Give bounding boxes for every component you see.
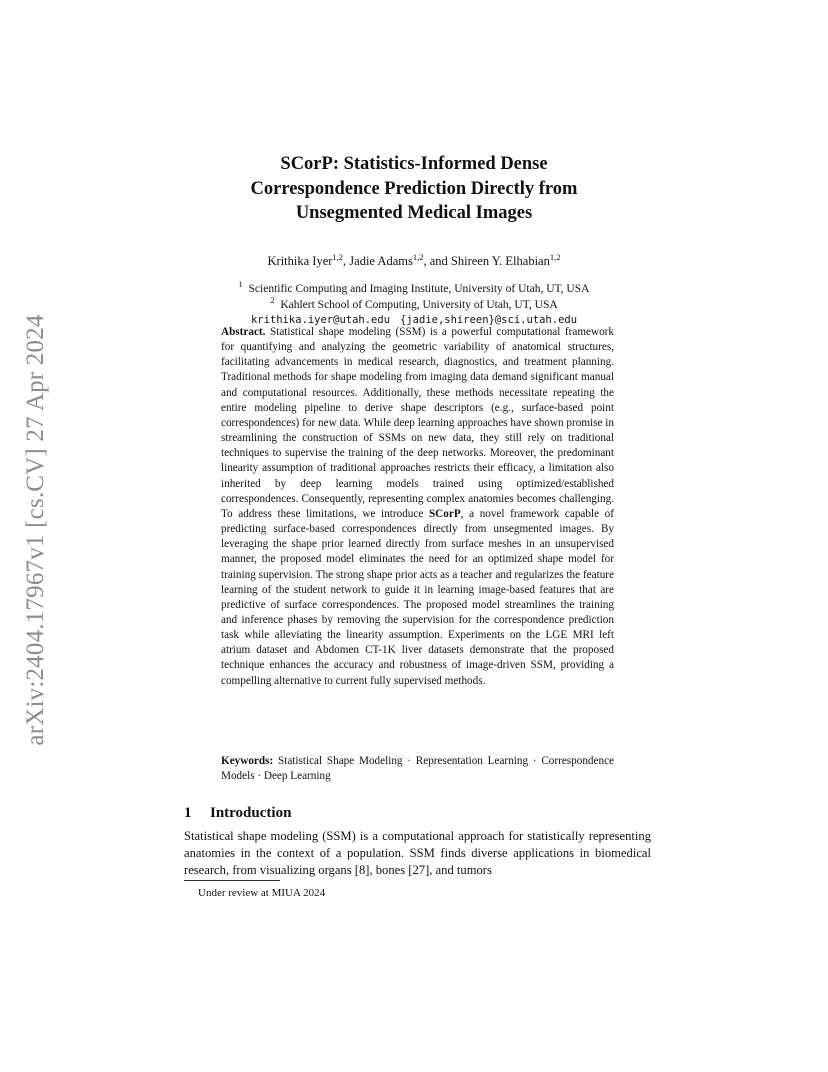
title-line-2: Correspondence Prediction Directly from	[250, 178, 578, 199]
title-line-3: Unsegmented Medical Images	[295, 203, 533, 223]
section-title: Introduction	[210, 805, 292, 821]
paper-title	[160, 152, 668, 226]
abstract	[221, 325, 614, 689]
affiliation-2	[160, 295, 668, 311]
abstract-text: Statistical shape modeling (SSM) is a powerful computational framework for quantifying and analyzing the geometric variability of anatomical structures, facilitating advancements in medical research, diagnostics, and treatment planning. Traditional methods for shape modeling from imaging data demand significant manual and computational resources. Additionally, these methods necessitate repeating the entire modeling pipeline to derive shape descriptors (e.g., surface-based point correspondences) for new data. While deep learning approaches have shown promise in streamlining the construction of SSMs on new data, they still rely on traditional techniques to supervise the training of the deep networks. Moreover, the predominant linearity assumption of traditional approaches restricts their efficacy, a limitation also inherited by deep learning models trained using optimized/established correspondences. Consequently, representing complex anatomies becomes challenging. To address these limitations, we introduce	[221, 326, 615, 520]
affiliation-text: Scientific Computing and Imaging Institute, University of Utah, UT, USA	[248, 283, 590, 295]
abstract-text: , a novel framework capable of predicting surface-based correspondences directly from unsegmented images. By leveraging the shape prior learned directly from surface meshes in an unsupervised manner, the proposed model eliminates the need for an optimized shape model for training supervision. The strong shape prior acts as a teacher and regularizes the feature learning of the student network to guide it in learning image-based features that are predictive of surface correspondences. The proposed model streamlines the training and inference phases by removing the supervision for the correspondence prediction task while alleviating the linearity assumption. Experiments on the LGE MRI left atrium dataset and Abdomen CT-1K liver datasets demonstrate that the proposed technique enhances the accuracy and robustness of image-driven SSM, providing a compelling alternative to current fully supervised methods.	[221, 507, 615, 687]
affiliation-text: Kahlert School of Computing, University of Utah, UT, USA	[280, 299, 558, 311]
email-link[interactable]: {jadie,shireen}@sci.utah.edu	[400, 314, 578, 326]
affiliation-marker: 1,2	[412, 251, 424, 262]
keywords-label: Keywords:	[221, 755, 274, 767]
method-name: SCorP	[428, 507, 461, 520]
section-number: 1	[184, 805, 192, 821]
affiliation-marker: 1	[238, 279, 243, 290]
email-link[interactable]: krithika.iyer@utah.edu	[250, 314, 391, 326]
author-name: Krithika Iyer	[267, 254, 333, 268]
affiliation-1	[160, 279, 668, 295]
author-name: Shireen Y. Elhabian	[450, 254, 550, 268]
section-heading	[184, 805, 291, 822]
abstract-label: Abstract.	[221, 326, 266, 338]
affiliation-marker: 1,2	[549, 251, 561, 262]
title-line-1: SCorP: Statistics-Informed Dense	[280, 154, 548, 174]
affiliation-marker: 1,2	[332, 251, 344, 262]
footnote: Under review at MIUA 2024	[198, 887, 326, 899]
author-list: Krithika Iyer$^{1,2}$, Jadie Adams$^{1,2}$, and Shireen Y. Elhabian$^{1,2}$	[267, 251, 561, 268]
keywords-text: Statistical Shape Modeling · Representation Learning · Correspondence Models · Deep Learning	[221, 755, 615, 783]
footnote-rule	[184, 880, 280, 881]
keywords	[221, 754, 614, 784]
author-name: Jadie Adams	[349, 254, 413, 268]
introduction-paragraph: Statistical shape modeling (SSM) is a computational approach for statistically representing anatomies in the context of a population. SSM finds diverse applications in biomedical research, from visualizing organs [8], bones [27], and tumors	[184, 829, 651, 877]
arxiv-identifier-stamp: arXiv:2404.17967v1 [cs.CV] 27 Apr 2024	[22, 314, 49, 746]
affiliation-marker: 2	[270, 295, 275, 306]
